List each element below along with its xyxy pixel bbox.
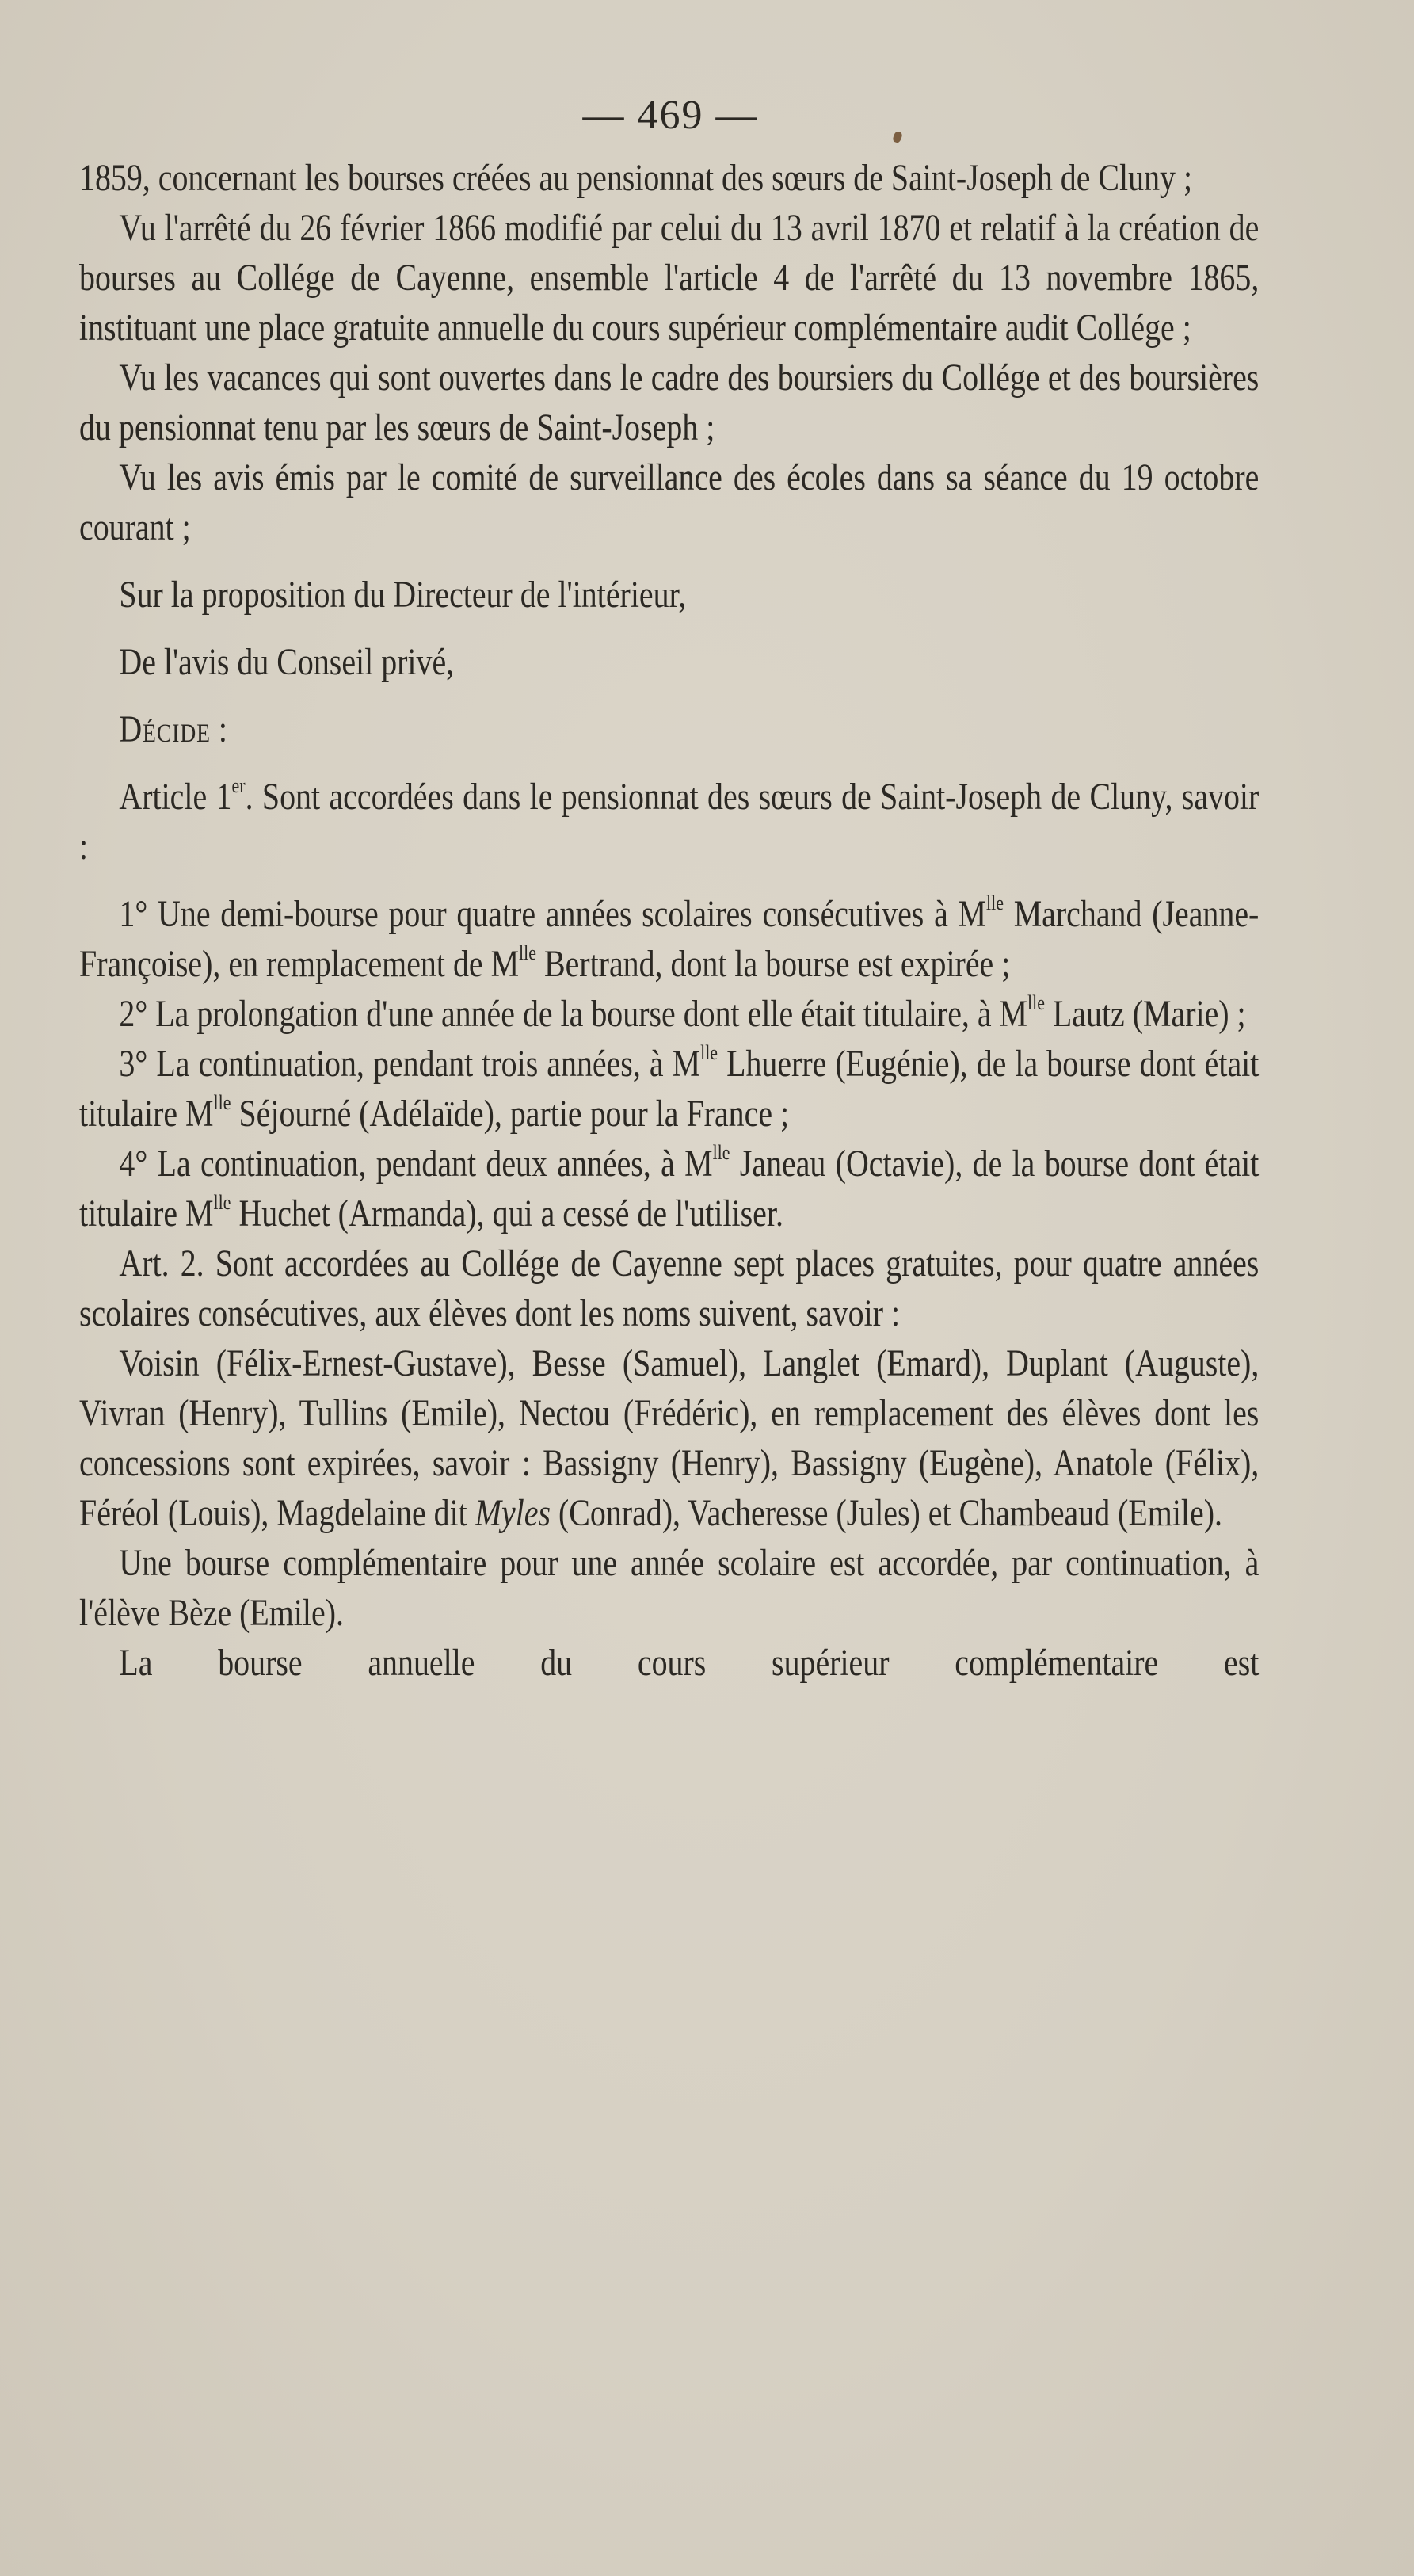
text-run: 4° La continuation, pendant deux années, à M [119, 1143, 713, 1185]
paragraph [79, 353, 1259, 453]
text-run: Vu les avis émis par le comité de surveillance des écoles dans sa séance du 19 octobre courant ; [79, 457, 1260, 548]
text-run: Janeau (Octavie), de la bourse dont était titulaire M [79, 1143, 1260, 1235]
text-run: : [210, 709, 227, 750]
superscript: lle [712, 1141, 730, 1165]
text-run: Séjourné (Adélaïde), partie pour la France ; [231, 1093, 790, 1135]
text-run: La bourse annuelle du cours supérieur complémentaire est [119, 1643, 1260, 1684]
italic-text: Myles [475, 1493, 551, 1534]
text-run: (Conrad), Vacheresse (Jules) et Chambeaud (Emile). [551, 1493, 1222, 1534]
paragraph [79, 1339, 1259, 1539]
text-run: Huchet (Armanda), qui a cessé de l'utiliser. [231, 1193, 783, 1235]
superscript: lle [700, 1041, 718, 1065]
text-run: Lautz (Marie) ; [1044, 994, 1246, 1035]
paragraph [79, 890, 1259, 990]
text-run: Vu l'arrêté du 26 février 1866 modifié par celui du 13 avril 1870 et relatif à la création de bourses au Collége de Cayenne, ensemble l'article 4 de l'arrêté du 13 novembre 1865, instituant une place gratuite annuelle du cours supérieur complémentaire audit Collége ; [79, 208, 1260, 349]
text-run: Art. 2. Sont accordées au Collége de Cayenne sept places gratuites, pour quatre années scolaires consécutives, aux élèves dont les noms suivent, savoir : [79, 1243, 1260, 1334]
text-run: 2° La prolongation d'une année de la bourse dont elle était titulaire, à M [119, 994, 1028, 1035]
paragraph [79, 1539, 1259, 1639]
text-run: Marchand (Jeanne-Françoise), en remplacement de M [79, 894, 1260, 985]
page-number: — 469 — [582, 93, 759, 138]
text-run: Vu les vacances qui sont ouvertes dans le cadre des boursiers du Collége et des boursières du pensionnat tenu par les sœurs de Saint-Joseph ; [79, 357, 1260, 448]
document-body [79, 154, 1259, 1689]
small-caps-text: Décide [119, 709, 211, 750]
text-run: Voisin (Félix-Ernest-Gustave), Besse (Samuel), Langlet (Emard), Duplant (Auguste), Vivran (Henry), Tullins (Emile), Nectou (Frédéric), en remplacement des élèves dont les concessions sont expirées, savoir : Bassigny (Henry), Bassigny (Eugène), Anatole (Félix), Féréol (Louis), Magdelaine dit [79, 1343, 1260, 1534]
text-run: Sur la proposition du Directeur de l'intérieur, [119, 574, 687, 616]
paragraph [79, 453, 1259, 553]
superscript: lle [213, 1091, 231, 1115]
text-run: Article 1 [119, 777, 232, 818]
text-run: 1° Une demi-bourse pour quatre années scolaires consécutives à M [119, 894, 987, 935]
paragraph [79, 571, 1259, 620]
superscript: lle [986, 891, 1004, 915]
paragraph [79, 705, 1259, 755]
text-run: Lhuerre (Eugénie), de la bourse dont était titulaire M [79, 1044, 1260, 1135]
paragraph [79, 638, 1259, 688]
paragraph [79, 1040, 1259, 1139]
text-run: 3° La continuation, pendant trois années, à M [119, 1044, 701, 1085]
text-run: De l'avis du Conseil privé, [119, 642, 455, 683]
paragraph [79, 1239, 1259, 1339]
text-run: . Sont accordées dans le pensionnat des sœurs de Saint-Joseph de Cluny, savoir : [79, 777, 1260, 868]
text-run: Bertrand, dont la bourse est expirée ; [535, 944, 1011, 985]
superscript: lle [213, 1191, 231, 1215]
paragraph [79, 1139, 1259, 1239]
superscript: lle [519, 941, 536, 965]
superscript: lle [1027, 991, 1045, 1015]
text-run: 1859, concernant les bourses créées au pensionnat des sœurs de Saint-Joseph de Cluny ; [79, 158, 1193, 199]
paragraph [79, 773, 1259, 872]
paragraph [79, 154, 1259, 204]
text-run: Une bourse complémentaire pour une année scolaire est accordée, par continuation, à l'élève Bèze (Emile). [79, 1543, 1260, 1634]
paragraph [79, 990, 1259, 1040]
paragraph [79, 1639, 1259, 1689]
paragraph [79, 204, 1259, 353]
superscript: er [231, 774, 246, 798]
